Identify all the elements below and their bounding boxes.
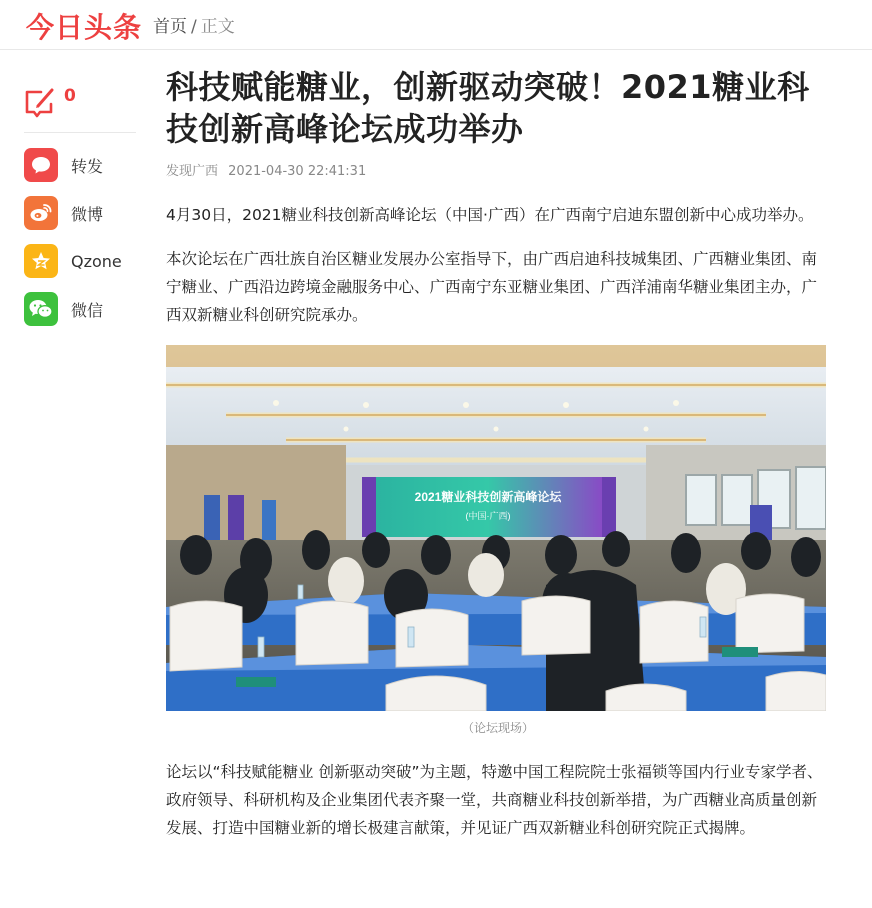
comment-icon [24,86,56,118]
photo-caption: （论坛现场） [461,721,534,735]
repost-icon [24,148,58,182]
article [166,66,830,842]
share-weibo-button[interactable] [24,197,136,229]
share-repost-button[interactable] [24,149,136,181]
share-weibo-label: 微博 [71,204,104,224]
breadcrumb [153,12,235,37]
breadcrumb-separator: / [191,17,197,37]
article-photo[interactable] [166,345,826,711]
site-logo[interactable]: 今日头条 [26,11,143,44]
qzone-icon [24,244,58,278]
comment-count: 0 [64,86,76,106]
weibo-icon [24,196,58,230]
photo-banner-text: 2021糖业科技创新高峰论坛 [414,490,562,504]
share-repost-label: 转发 [71,156,104,176]
article-datetime: 2021-04-30 22:41:31 [228,164,367,179]
article-title: 科技赋能糖业，创新驱动突破！2021糖业科技创新高峰论坛成功举办 [166,68,810,148]
article-source[interactable]: 发现广西 [166,164,219,179]
comment-button[interactable] [24,82,136,122]
share-sidebar [24,82,136,325]
article-paragraph: 4月30日，2021糖业科技创新高峰论坛（中国·广西）在广西南宁启迪东盟创新中心成功举办。 [166,206,814,224]
top-bar [0,0,872,50]
share-qzone-button[interactable] [24,245,136,277]
article-meta [166,160,830,179]
share-wechat-label: 微信 [71,300,104,320]
wechat-icon [24,292,58,326]
photo-banner-subtext: (中国·广西) [465,511,511,521]
sidebar-divider [24,132,136,133]
conference-hall-image [166,345,826,711]
share-qzone-label: Qzone [71,251,122,271]
breadcrumb-home-link[interactable]: 首页 [153,17,187,37]
share-wechat-button[interactable] [24,293,136,325]
article-paragraph: 本次论坛在广西壮族自治区糖业发展办公室指导下，由广西启迪科技城集团、广西糖业集团、南宁糖业、广西沿边跨境金融服务中心、广西南宁东亚糖业集团、广西洋浦南华糖业集团主办，广西双新糖业科创研究院承办。 [166,250,818,324]
breadcrumb-current: 正文 [200,17,235,37]
article-paragraph: 论坛以“科技赋能糖业 创新驱动突破”为主题，特邀中国工程院院士张福锁等国内行业专家学者、政府领导、科研机构及企业集团代表齐聚一堂，共商糖业科技创新举措，为广西糖业高质量创新发展、打造中国糖业新的增长极建言献策，并见证广西双新糖业科创研究院正式揭牌。 [166,763,823,837]
